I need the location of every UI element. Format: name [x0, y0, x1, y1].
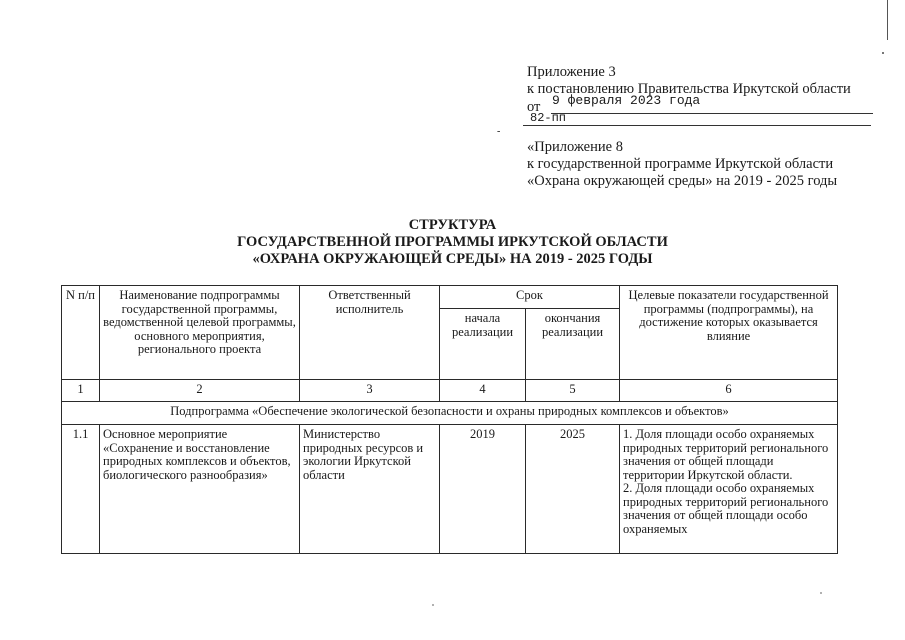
document-title — [0, 217, 905, 268]
scan-speck — [432, 604, 434, 606]
subprogram-title: Подпрограмма «Обеспечение экологической безопасности и охраны природных комплексов и объектов» — [62, 402, 838, 425]
header-term: Срок — [440, 286, 620, 309]
quoted-program-name: «Охрана окружающей среды» на 2019 - 2025 годы — [527, 173, 838, 189]
row-name: Основное мероприятие «Сохранение и восстановление природных комплексов и объектов, биологического разнообразия» — [100, 425, 300, 554]
appendix-number-row — [497, 111, 851, 137]
number-underline — [523, 125, 871, 126]
header-end: окончания реализации — [526, 309, 620, 380]
number-dash: - — [497, 126, 501, 137]
title-line-1: СТРУКТУРА — [408, 217, 497, 233]
appendix-number: Приложение 3 — [527, 64, 616, 80]
table-header-row — [62, 286, 838, 309]
row-end-year: 2025 — [526, 425, 620, 554]
resolution-date: 9 февраля 2023 года — [552, 93, 701, 108]
appendix-block — [497, 64, 851, 190]
column-number: 3 — [300, 380, 440, 402]
scan-speck — [882, 52, 884, 54]
column-number: 2 — [100, 380, 300, 402]
quoted-appendix-number: «Приложение 8 — [527, 139, 623, 155]
row-targets — [620, 425, 838, 554]
title-line-2: ГОСУДАРСТВЕННОЙ ПРОГРАММЫ ИРКУТСКОЙ ОБЛАСТИ — [237, 234, 668, 250]
header-start: начала реализации — [440, 309, 526, 380]
header-name: Наименование подпрограммы государственной программы, ведомственной целевой программы, основного мероприятия, регионального проекта — [100, 286, 300, 380]
date-underline — [551, 113, 873, 114]
subprogram-row — [62, 402, 838, 425]
header-executor: Ответственный исполнитель — [300, 286, 440, 380]
row-num: 1.1 — [62, 425, 100, 554]
column-number: 4 — [440, 380, 526, 402]
row-executor: Министерство природных ресурсов и экологии Иркутской области — [300, 425, 440, 554]
date-prefix: от — [527, 99, 541, 115]
quoted-program-ref: к государственной программе Иркутской области — [527, 156, 834, 172]
appendix-date-row — [527, 93, 851, 115]
target-indicator: 1. Доля площади особо охраняемых природных территорий регионального значения от общей площади территории Иркутской области. — [623, 427, 829, 482]
title-line-3: «ОХРАНА ОКРУЖАЮЩЕЙ СРЕДЫ» НА 2019 - 2025 ГОДЫ — [252, 251, 653, 267]
scan-edge-mark — [887, 0, 888, 40]
column-number: 5 — [526, 380, 620, 402]
header-num: N п/п — [62, 286, 100, 380]
program-structure-table — [61, 285, 838, 554]
scan-speck — [820, 592, 822, 594]
column-number: 1 — [62, 380, 100, 402]
column-number: 6 — [620, 380, 838, 402]
table-row — [62, 425, 838, 554]
column-number-row — [62, 380, 838, 402]
resolution-number: 82-пп — [530, 111, 567, 125]
header-targets: Целевые показатели государственной программы (подпрограммы), на достижение которых оказывается влияние — [620, 286, 838, 380]
target-indicator: 2. Доля площади особо охраняемых природных территорий регионального значения от общей площади особо охраняемых — [623, 481, 829, 536]
row-start-year: 2019 — [440, 425, 526, 554]
appendix-resolution-ref: к постановлению Правительства Иркутской области — [527, 81, 851, 97]
